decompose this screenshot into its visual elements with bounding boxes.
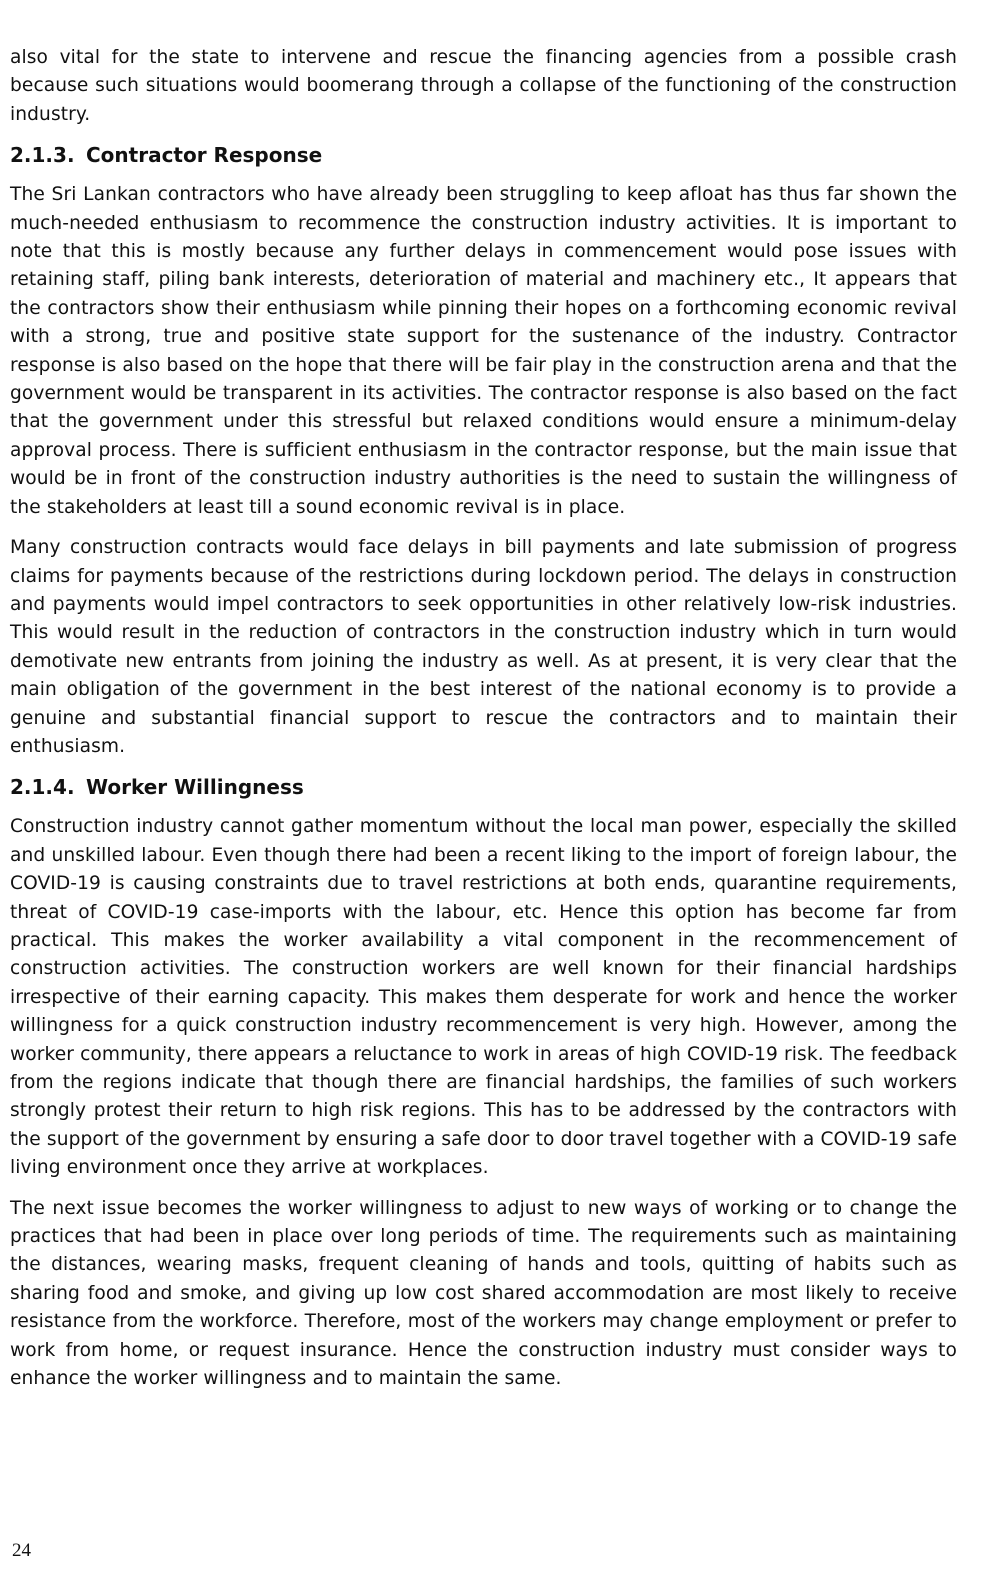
section-title: Contractor Response	[86, 143, 323, 168]
section-number: 2.1.4.	[10, 775, 75, 800]
section-heading-2-1-3	[10, 141, 957, 169]
paragraph-worker-willingness-1: Construction industry cannot gather momentum without the local man power, especially the skilled and unskilled labour. Even though there had been a recent liking to the import of foreign labour, the COVID-19 is causing constraints due to travel restrictions at both ends, quarantine requirements, threat of COVID-19 case-imports with the labour, etc. Hence this option has become far from practical. This makes the worker availability a vital component in the recommencement of construction activities. The construction workers are well known for their financial hardships irrespective of their earning capacity. This makes them desperate for work and hence the worker willingness for a quick construction industry recommencement is very high. However, among the worker community, there appears a reluctance to work in areas of high COVID-19 risk. The feedback from the regions indicate that though there are financial hardships, the families of such workers strongly protest their return to high risk regions. This has to be addressed by the contractors with the support of the government by ensuring a safe door to door travel together with a COVID-19 safe living environment once they arrive at workplaces.	[10, 816, 957, 1179]
paragraph-worker-willingness-2: The next issue becomes the worker willingness to adjust to new ways of working or to change the practices that had been in place over long periods of time. The requirements such as maintaining the distances, wearing masks, frequent cleaning of hands and tools, quitting of habits such as sharing food and smoke, and giving up low cost shared accommodation are most likely to receive resistance from the workforce. Therefore, most of the workers may change employment or prefer to work from home, or request insurance. Hence the construction industry must consider ways to enhance the worker willingness and to maintain the same.	[10, 1197, 957, 1390]
document-page	[10, 44, 957, 1393]
section-title: Worker Willingness	[86, 775, 304, 800]
paragraph-contractor-response-2: Many construction contracts would face delays in bill payments and late submission of progress claims for payments because of the restrictions during lockdown period. The delays in construction and payments would impel contractors to seek opportunities in other relatively low-risk industries. This would result in the reduction of contractors in the construction industry which in turn would demotivate new entrants from joining the industry as well. As at present, it is very clear that the main obligation of the government in the best interest of the national economy is to provide a genuine and substantial financial support to rescue the contractors and to maintain their enthusiasm.	[10, 537, 957, 757]
paragraph-intro: also vital for the state to intervene and rescue the financing agencies from a possible crash because such situations would boomerang through a collapse of the functioning of the construction industry.	[10, 47, 957, 125]
paragraph-contractor-response-1: The Sri Lankan contractors who have already been struggling to keep afloat has thus far shown the much-needed enthusiasm to recommence the construction industry activities. It is important to note that this is mostly because any further delays in commencement would pose issues with retaining staff, piling bank interests, deterioration of material and machinery etc., It appears that the contractors show their enthusiasm while pinning their hopes on a forthcoming economic revival with a strong, true and positive state support for the sustenance of the industry. Contractor response is also based on the hope that there will be fair play in the construction arena and that the government would be transparent in its activities. The contractor response is also based on the fact that the government under this stressful but relaxed conditions would ensure a minimum-delay approval process. There is sufficient enthusiasm in the contractor response, but the main issue that would be in front of the construction industry authorities is the need to sustain the willingness of the stakeholders at least till a sound economic revival is in place.	[10, 184, 957, 518]
section-number: 2.1.3.	[10, 143, 75, 168]
page-number: 24	[12, 1540, 31, 1561]
section-heading-2-1-4	[10, 773, 957, 801]
